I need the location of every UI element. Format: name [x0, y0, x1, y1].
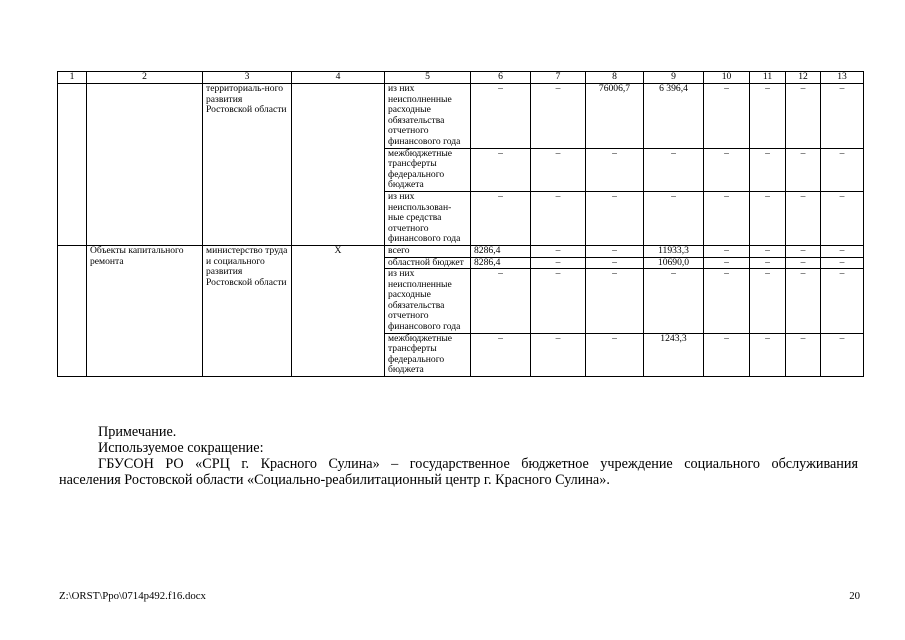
cell-value: – [704, 84, 750, 149]
cell-value: – [471, 269, 531, 334]
cell-responsible: министерство труда и социального развития Ростовской области [203, 245, 292, 376]
cell-value: – [786, 333, 821, 376]
column-header: 10 [704, 72, 750, 84]
cell-value: – [786, 148, 821, 191]
cell-value: – [821, 148, 864, 191]
cell-responsible: территориаль-ного развития Ростовской области [203, 84, 292, 246]
column-header: 11 [750, 72, 786, 84]
page-number: 20 [849, 590, 860, 602]
cell-source: из них неисполненные расходные обязательства отчетного финансового года [385, 84, 471, 149]
column-header: 6 [471, 72, 531, 84]
column-header: 2 [87, 72, 203, 84]
cell-value: – [704, 148, 750, 191]
cell-value: – [531, 269, 586, 334]
cell-value: – [531, 333, 586, 376]
cell-value: – [750, 269, 786, 334]
cell-value: – [786, 84, 821, 149]
cell-source: всего [385, 245, 471, 257]
cell-value: – [750, 333, 786, 376]
cell-value: – [821, 333, 864, 376]
cell-value: – [821, 269, 864, 334]
column-header: 7 [531, 72, 586, 84]
cell-value: – [531, 148, 586, 191]
cell-value: – [644, 269, 704, 334]
cell-empty [58, 245, 87, 376]
cell-value: – [531, 245, 586, 257]
cell-value: – [704, 257, 750, 269]
budget-table [57, 71, 864, 377]
cell-value: – [531, 84, 586, 149]
cell-value: – [750, 257, 786, 269]
cell-value: 6 396,4 [644, 84, 704, 149]
cell-value: – [786, 191, 821, 245]
cell-value: – [586, 148, 644, 191]
column-header: 13 [821, 72, 864, 84]
cell-value: – [586, 245, 644, 257]
cell-value: – [704, 245, 750, 257]
cell-value: – [471, 148, 531, 191]
cell-value: – [821, 84, 864, 149]
cell-value: 76006,7 [586, 84, 644, 149]
cell-value: 8286,4 [471, 257, 531, 269]
cell-value: 1243,3 [644, 333, 704, 376]
cell-value: – [471, 333, 531, 376]
cell-object-name: Объекты капитального ремонта [87, 245, 203, 376]
cell-value: – [704, 333, 750, 376]
cell-empty [58, 84, 87, 246]
cell-value: – [586, 191, 644, 245]
footer-file-path: Z:\ORST\Ppo\0714p492.f16.docx [59, 590, 206, 602]
cell-value: – [750, 148, 786, 191]
cell-empty [292, 84, 385, 246]
cell-value: – [586, 257, 644, 269]
column-header: 8 [586, 72, 644, 84]
cell-empty [87, 84, 203, 246]
cell-value: – [704, 191, 750, 245]
cell-value: – [786, 257, 821, 269]
cell-value: – [786, 245, 821, 257]
cell-value: – [786, 269, 821, 334]
column-header: 1 [58, 72, 87, 84]
column-header: 5 [385, 72, 471, 84]
cell-value: 8286,4 [471, 245, 531, 257]
abbreviation-text-line2: населения Ростовской области «Социально-реабилитационный центр г. Красного Сулина». [59, 472, 610, 488]
cell-value: – [586, 269, 644, 334]
cell-source: областной бюджет [385, 257, 471, 269]
abbreviation-text-line1: ГБУСОН РО «СРЦ г. Красного Сулина» – государственное бюджетное учреждение социального обслуживания [98, 456, 858, 472]
header-row [58, 72, 864, 84]
abbreviation-heading: Используемое сокращение: [98, 440, 264, 456]
cell-value: – [821, 191, 864, 245]
column-header: 12 [786, 72, 821, 84]
column-header: 9 [644, 72, 704, 84]
cell-value: – [471, 84, 531, 149]
cell-source: межбюджетные трансферты федерального бюджета [385, 148, 471, 191]
cell-value: – [750, 191, 786, 245]
cell-value: 10690,0 [644, 257, 704, 269]
cell-value: – [750, 245, 786, 257]
cell-value: – [704, 269, 750, 334]
note-title: Примечание. [98, 424, 177, 440]
cell-value: – [531, 257, 586, 269]
cell-value: – [471, 191, 531, 245]
cell-value: – [644, 148, 704, 191]
cell-value: – [750, 84, 786, 149]
cell-value: 11933,3 [644, 245, 704, 257]
cell-value: – [531, 191, 586, 245]
cell-value: – [586, 333, 644, 376]
table-row [58, 84, 864, 149]
cell-value: – [821, 245, 864, 257]
cell-source: из них неисполненные расходные обязательства отчетного финансового года [385, 269, 471, 334]
cell-source: из них неиспользован-ные средства отчетного финансового года [385, 191, 471, 245]
cell-value: – [644, 191, 704, 245]
cell-value: – [821, 257, 864, 269]
cell-marker: Х [292, 245, 385, 376]
table-row [58, 245, 864, 257]
cell-source: межбюджетные трансферты федерального бюджета [385, 333, 471, 376]
column-header: 3 [203, 72, 292, 84]
column-header: 4 [292, 72, 385, 84]
